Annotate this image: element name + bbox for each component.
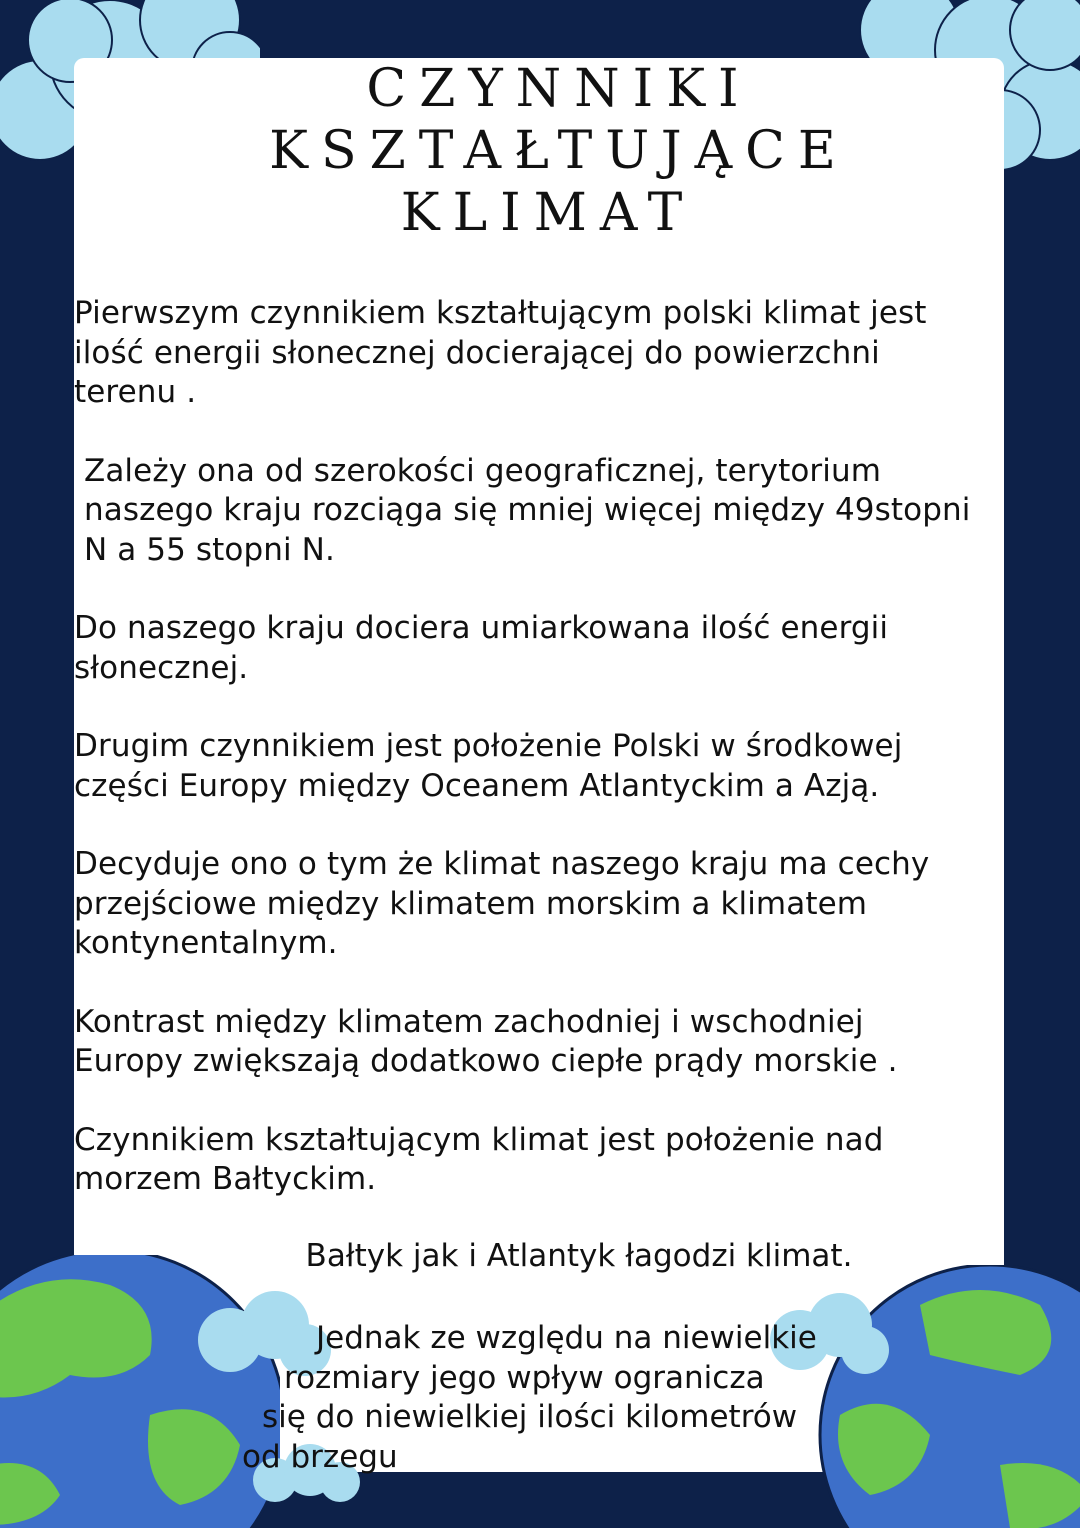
paragraph-7: Czynnikiem kształtującym klimat jest położenie nad morzem Bałtyckim. (74, 1121, 884, 1197)
paragraph-9-line-2: rozmiary jego wpływ ogranicza (284, 1359, 765, 1396)
title-line-2: KLIMAT (400, 183, 696, 243)
paragraph-6: Kontrast między klimatem zachodniej i wschodniej Europy zwiększają dodatkowo ciepłe prądy morskie . (74, 1003, 898, 1079)
paragraph-8: Bałtyk jak i Atlantyk łagodzi klimat. (305, 1238, 853, 1274)
page-title (74, 58, 1004, 244)
paragraph-2: Zależy ona od szerokości geograficznej, terytorium naszego kraju rozciąga się mniej więcej między 49stopni N a 55 stopni N. (84, 452, 971, 568)
paragraph-4: Drugim czynnikiem jest położenie Polski w środkowej części Europy między Oceanem Atlantyckim a Azją. (74, 728, 903, 804)
paragraph-9 (240, 1319, 860, 1477)
paragraph-9-line-3: się do niewielkiej ilości kilometrów (262, 1399, 798, 1435)
paragraph-5: Decyduje ono o tym że klimat naszego kraju ma cechy przejściowe między klimatem morskim a klimatem kontynentalnym. (74, 846, 930, 961)
title-line-1: CZYNNIKI KSZTAŁTUJĄCE (269, 59, 849, 181)
body-text (74, 294, 974, 1239)
paragraph-9-line-4: od brzegu (242, 1438, 398, 1475)
paragraph-9-line-1: Jednak ze względu na niewielkie (316, 1320, 817, 1356)
paragraph-3: Do naszego kraju dociera umiarkowana ilość energii słonecznej. (74, 610, 889, 686)
paragraph-1: Pierwszym czynnikiem kształtującym polski klimat jest ilość energii słonecznej docierającej do powierzchni terenu . (74, 295, 927, 410)
